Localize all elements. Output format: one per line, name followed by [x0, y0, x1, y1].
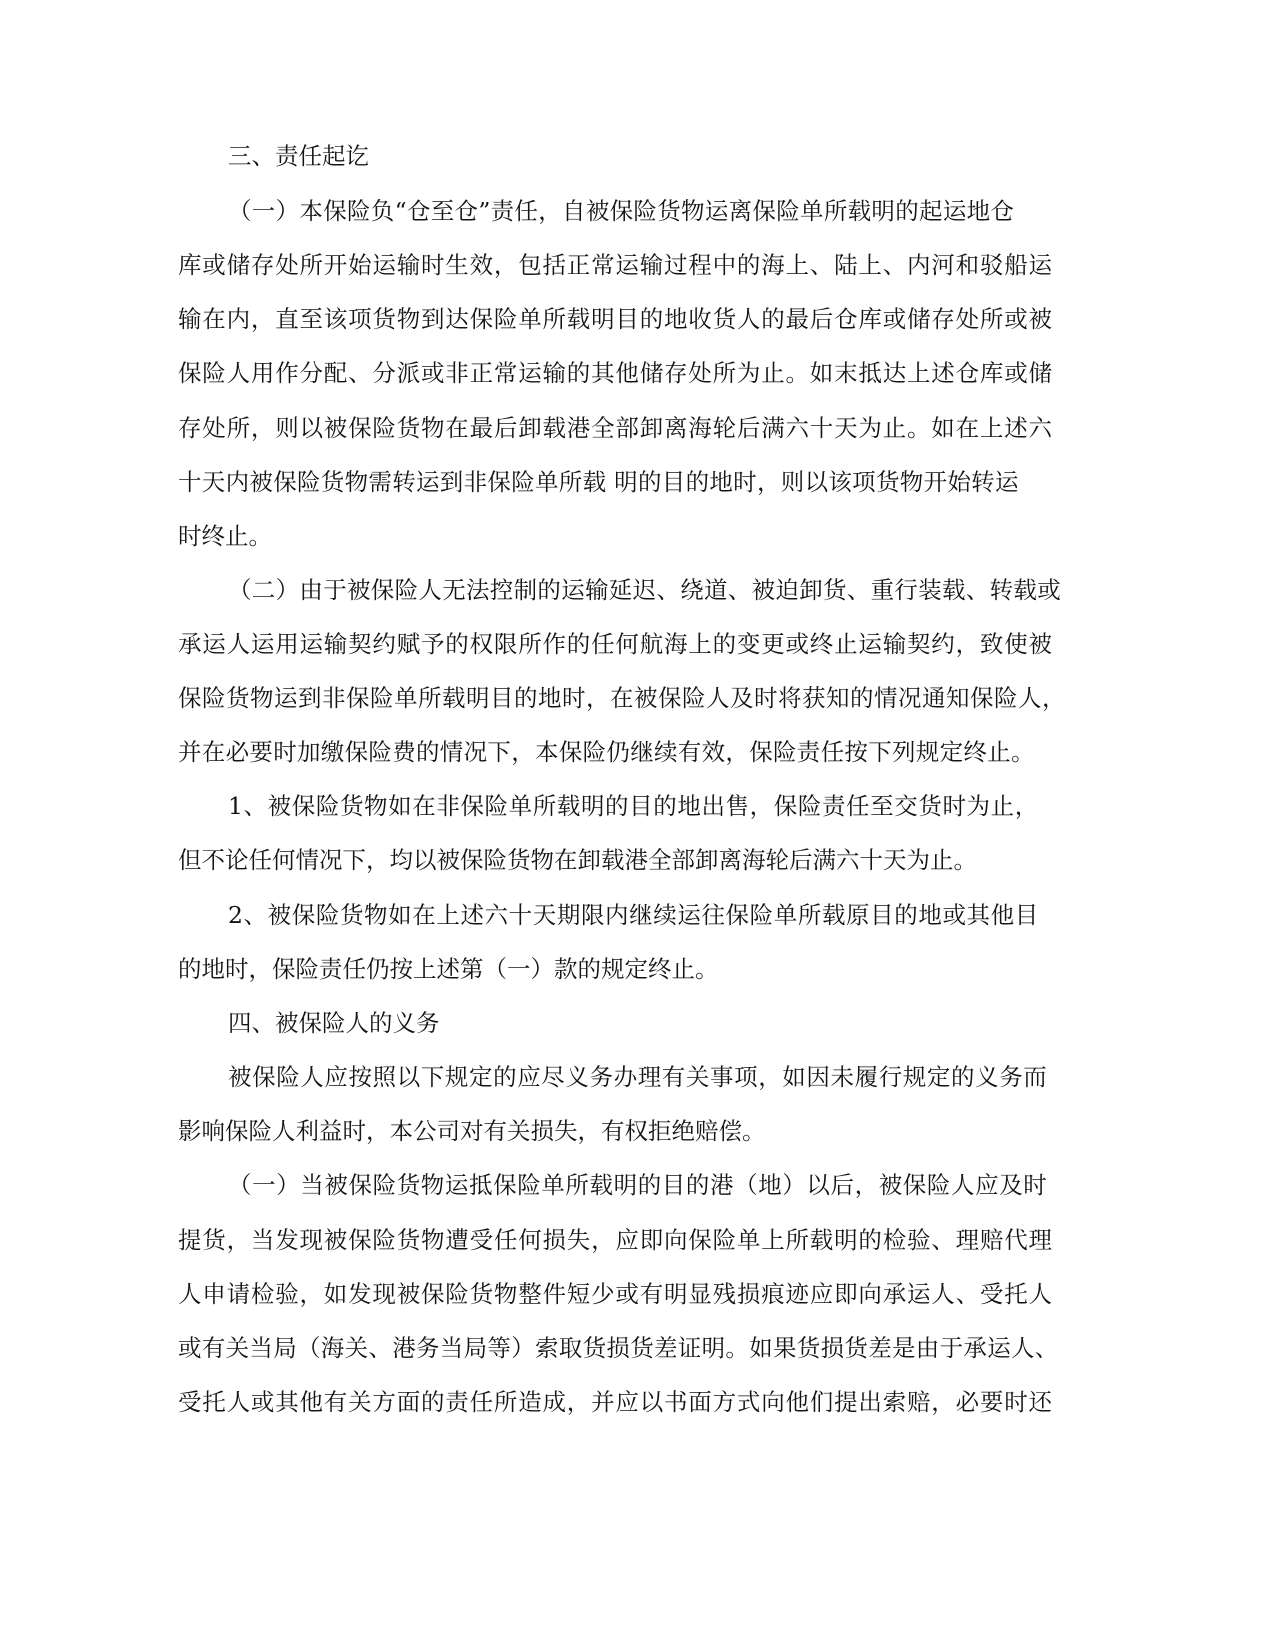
- paragraph-line: 或有关当局（海关、港务当局等）索取货损货差证明。如果货损货差是由于承运人、: [178, 1334, 1059, 1362]
- paragraph-line: 库或储存处所开始运输时生效，包括正常运输过程中的海上、陆上、内河和驳船运: [178, 251, 1053, 279]
- paragraph-line: （一）当被保险货物运抵保险单所载明的目的港（地）以后，被保险人应及时: [228, 1171, 1048, 1199]
- section-heading-liability-period: 三、责任起讫: [228, 142, 369, 170]
- paragraph-line: （二）由于被保险人无法控制的运输延迟、绕道、被迫卸货、重行装载、转载或: [228, 576, 1061, 604]
- section-heading-insured-obligations: 四、被保险人的义务: [228, 1009, 440, 1037]
- paragraph-line: 输在内，直至该项货物到达保险单所载明目的地收货人的最后仓库或储存处所或被: [178, 305, 1053, 333]
- paragraph-line: 被保险人应按照以下规定的应尽义务办理有关事项，如因未履行规定的义务而: [228, 1063, 1048, 1091]
- paragraph-line: 受托人或其他有关方面的责任所造成，并应以书面方式向他们提出索赔，必要时还: [178, 1388, 1053, 1416]
- paragraph-line: 1、被保险货物如在非保险单所载明的目的地出售，保险责任至交货时为止，: [228, 792, 1039, 820]
- paragraph-line: 2、被保险货物如在上述六十天期限内继续运往保险单所载原目的地或其他目: [228, 901, 1039, 929]
- paragraph-line: 保险人用作分配、分派或非正常运输的其他储存处所为止。如末抵达上述仓库或储: [178, 359, 1053, 387]
- paragraph-line: 但不论任何情况下，均以被保险货物在卸载港全部卸离海轮后满六十天为止。: [178, 846, 977, 874]
- paragraph-line: 承运人运用运输契约赋予的权限所作的任何航海上的变更或终止运输契约，致使被: [178, 630, 1053, 658]
- paragraph-line: 时终止。: [178, 522, 272, 550]
- paragraph-line: 影响保险人利益时，本公司对有关损失，有权拒绝赔偿。: [178, 1117, 766, 1145]
- paragraph-line: 的地时，保险责任仍按上述第（一）款的规定终止。: [178, 955, 719, 983]
- paragraph-line: 人申请检验，如发现被保险货物整件短少或有明显残损痕迹应即向承运人、受托人: [178, 1280, 1053, 1308]
- paragraph-line: 存处所，则以被保险货物在最后卸载港全部卸离海轮后满六十天为止。如在上述六: [178, 414, 1053, 442]
- paragraph-line: 保险货物运到非保险单所载明目的地时，在被保险人及时将获知的情况通知保险人，: [178, 684, 1066, 712]
- paragraph-line: （一）本保险负“仓至仓”责任，自被保险货物运离保险单所载明的起运地仓: [228, 197, 1015, 225]
- paragraph-line: 提货，当发现被保险货物遭受任何损失，应即向保险单上所载明的检验、理赔代理: [178, 1226, 1053, 1254]
- paragraph-line: 十天内被保险货物需转运到非保险单所载 明的目的地时，则以该项货物开始转运: [178, 468, 1019, 496]
- paragraph-line: 并在必要时加缴保险费的情况下，本保险仍继续有效，保险责任按下列规定终止。: [178, 738, 1035, 766]
